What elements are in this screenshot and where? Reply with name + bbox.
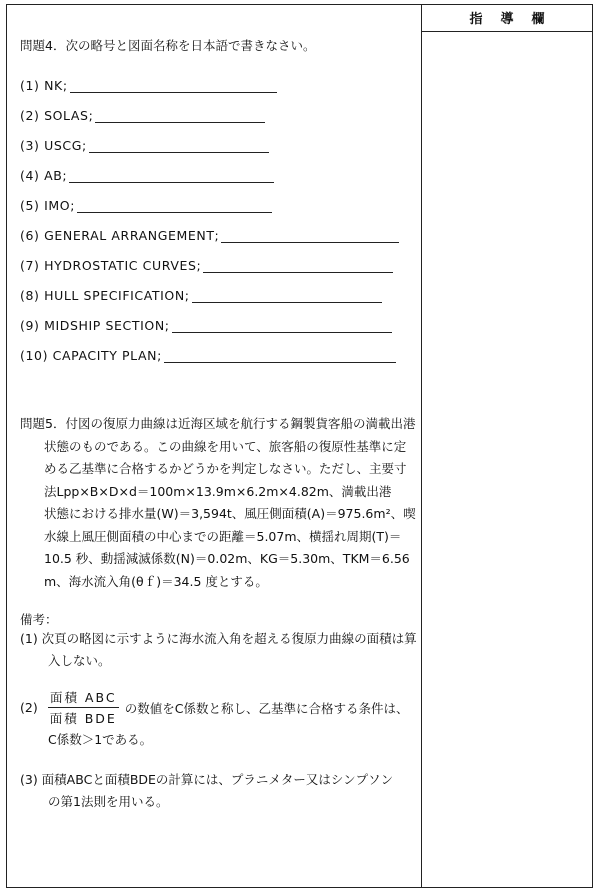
item-label: (9) MIDSHIP SECTION;: [20, 318, 170, 333]
question-5-line: める乙基準に合格するかどうかを判定しなさい。ただし、主要寸: [44, 461, 407, 476]
answer-item-3: [20, 138, 269, 153]
answer-blank[interactable]: [77, 211, 272, 213]
answer-item-9: [20, 318, 392, 333]
answer-blank[interactable]: [172, 331, 392, 333]
note-2-line-2: C係数＞1である。: [48, 732, 153, 747]
note-2-prefix: (2): [20, 700, 38, 715]
question-5-head: 問題5．付図の復原力曲線は近海区域を航行する鋼製貨客船の満載出港: [20, 416, 416, 431]
column-divider: [421, 4, 422, 888]
answer-item-7: [20, 258, 393, 273]
note-3-line-1: (3) 面積ABCと面積BDEの計算には、プラニメター又はシンプソン: [20, 772, 394, 787]
question-5-line: 状態のものである。この曲線を用いて、旅客船の復原性基準に定: [44, 438, 407, 454]
question-5-line: 状態における排水量(W)＝3,594t、風圧側面積(A)＝975.6m²、喫: [44, 506, 416, 521]
guidance-header-label: 指導欄: [469, 12, 563, 27]
answer-blank[interactable]: [192, 301, 382, 303]
answer-item-8: [20, 288, 382, 303]
answer-item-10: [20, 348, 396, 363]
question-5: [20, 413, 418, 593]
note-3-line-2: の第1法則を用いる。: [48, 794, 169, 809]
question-5-line: 法Lpp×B×D×d＝100m×13.9m×6.2m×4.82m、満載出港: [44, 483, 392, 499]
item-label: (2) SOLAS;: [20, 108, 94, 123]
note-3: [20, 769, 393, 813]
notes-title: 備考：: [20, 612, 58, 627]
fraction-numerator: 面積 ABC: [48, 688, 119, 708]
item-label: (5) IMO;: [20, 198, 76, 213]
answer-blank[interactable]: [89, 151, 269, 153]
answer-item-1: [20, 78, 277, 93]
question-5-line: 10.5 秒、動揺減滅係数(N)＝0.02m、KG＝5.30m、TKM＝6.56: [44, 551, 410, 566]
question-4-title: 問題4．次の略号と図面名称を日本語で書きなさい。: [20, 38, 316, 53]
guidance-column-header: [422, 4, 592, 32]
item-label: (8) HULL SPECIFICATION;: [20, 288, 190, 303]
area-ratio-fraction: [48, 688, 119, 727]
question-5-body: [20, 436, 418, 594]
answer-blank[interactable]: [203, 271, 393, 273]
answer-item-2: [20, 108, 265, 123]
item-label: (7) HYDROSTATIC CURVES;: [20, 258, 202, 273]
note-1-line-1: (1) 次頁の略図に示すように海水流入角を超える復原力曲線の面積は算: [20, 631, 417, 646]
answer-blank[interactable]: [70, 91, 277, 93]
answer-item-4: [20, 168, 274, 183]
answer-item-5: [20, 198, 272, 213]
item-label: (3) USCG;: [20, 138, 87, 153]
item-label: (6) GENERAL ARRANGEMENT;: [20, 228, 220, 243]
note-2: [20, 688, 409, 727]
item-label: (1) NK;: [20, 78, 68, 93]
answer-item-6: [20, 228, 399, 243]
answer-blank[interactable]: [95, 121, 265, 123]
fraction-denominator: 面積 BDE: [49, 711, 117, 726]
question-5-line: 水線上風圧側面積の中心までの距離＝5.07m、横揺れ周期(T)＝: [44, 528, 402, 544]
item-label: (10) CAPACITY PLAN;: [20, 348, 162, 363]
note-2-text: の数値をC係数と称し、乙基準に合格する条件は、: [124, 700, 409, 716]
answer-blank[interactable]: [69, 181, 274, 183]
item-label: (4) AB;: [20, 168, 68, 183]
answer-blank[interactable]: [164, 361, 396, 363]
note-1-line-2: 入しない。: [48, 653, 111, 668]
note-1: [20, 628, 417, 672]
answer-blank[interactable]: [221, 241, 399, 243]
question-5-line: m、海水流入角(θｆ)＝34.5 度とする。: [44, 573, 268, 589]
